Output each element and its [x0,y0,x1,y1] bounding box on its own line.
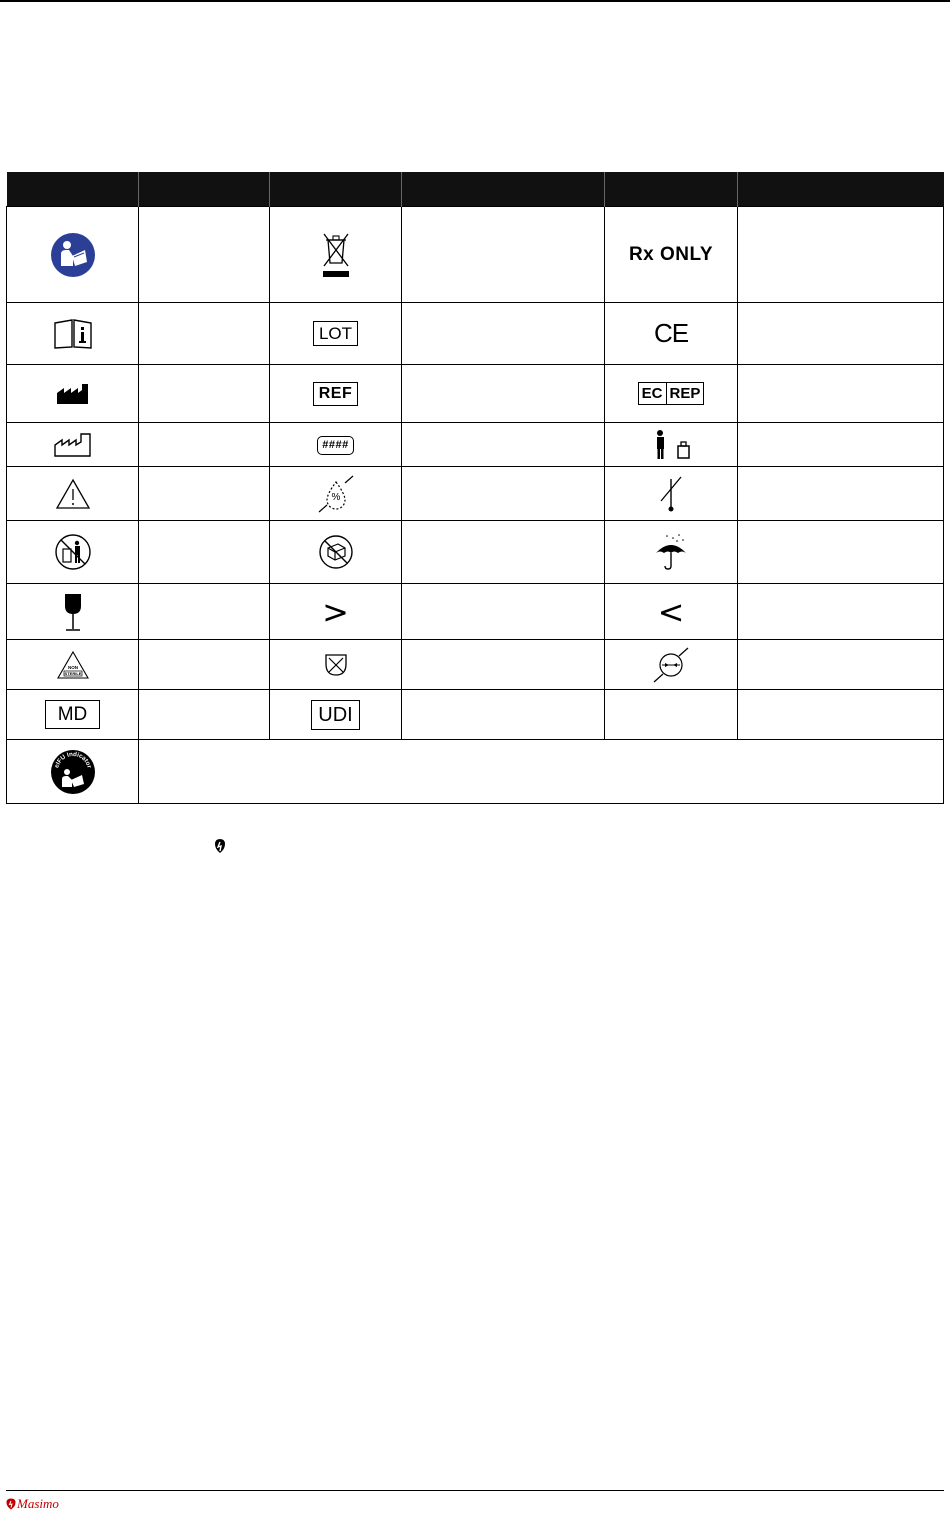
symbol-cell [270,584,402,640]
symbol-cell [605,640,738,690]
symbol-cell [7,584,139,640]
symbol-cell [605,423,738,467]
symbol-cell [7,640,139,690]
table-row [7,467,944,521]
humidity-limitation-icon [315,474,357,514]
table-row [7,521,944,584]
description-cell [139,740,944,804]
description-cell [738,423,944,467]
symbol-cell [7,740,139,804]
udi-symbol: UDI [311,700,359,730]
pressure-limitation-icon [651,646,691,684]
no-latex-icon [318,534,354,570]
table-row [7,303,944,365]
description-cell [738,467,944,521]
header-cell [270,172,402,207]
description-cell [402,584,605,640]
symbol-cell [605,207,738,303]
date-of-manufacture-icon [54,433,92,457]
description-cell [402,640,605,690]
weee-crossed-bin-icon [319,231,353,279]
ec-label: EC [639,383,667,404]
header-cell [402,172,605,207]
symbol-cell [605,584,738,640]
description-cell [139,423,270,467]
lot-symbol: LOT [313,321,358,346]
table-row [7,423,944,467]
rx-only-label: Rx ONLY [628,243,714,265]
symbol-cell [270,521,402,584]
description-cell [402,207,605,303]
ref-symbol: REF [313,382,359,406]
symbol-cell [605,521,738,584]
atmospheric-pressure-icon [323,652,349,678]
description-cell [139,521,270,584]
no-trash-disposal-icon [54,533,92,571]
header-cell [7,172,139,207]
description-cell [738,584,944,640]
description-cell [402,467,605,521]
symbol-cell [7,207,139,303]
header-cell [605,172,738,207]
description-cell [738,640,944,690]
description-cell [738,207,944,303]
table-row [7,584,944,640]
medical-device-symbol: MD [45,700,101,729]
greater-than-symbol: > [322,592,349,631]
ec-rep-symbol [638,382,705,405]
description-cell [402,365,605,423]
symbol-cell [7,423,139,467]
symbol-cell [270,207,402,303]
footer-rule [6,1490,944,1491]
symbol-cell [270,467,402,521]
header-cell [738,172,944,207]
description-cell [139,207,270,303]
rep-label: REP [669,385,701,402]
description-cell [738,690,944,740]
symbol-cell [270,640,402,690]
symbol-cell [7,521,139,584]
manufacturer-icon [56,383,90,405]
eifu-indicator-text: eIFU Indicator [52,750,93,769]
keep-dry-umbrella-icon [653,533,689,571]
caution-triangle-icon [55,478,91,510]
svg-text:NON: NON [67,664,78,670]
less-than-symbol: < [657,592,685,631]
description-cell [139,584,270,640]
symbol-cell [605,365,738,423]
svg-text:STERILE: STERILE [64,670,81,676]
footer-brand-name: Masimo [17,1496,59,1511]
symbol-cell [270,365,402,423]
description-cell [139,467,270,521]
masimo-brand-icon [6,1498,16,1510]
table-row [7,690,944,740]
description-cell [402,521,605,584]
description-cell [738,365,944,423]
symbol-cell [270,423,402,467]
fragile-glass-icon [62,592,84,632]
instructions-booklet-icon [53,319,93,349]
table-row [7,365,944,423]
table-row [7,640,944,690]
symbols-table [6,172,944,804]
consult-instructions-blue-icon [50,232,96,278]
symbol-cell [7,690,139,740]
symbol-cell [605,690,738,740]
symbol-cell [605,303,738,365]
symbol-cell [270,690,402,740]
description-cell [139,690,270,740]
non-sterile-icon [56,650,90,680]
description-cell [139,365,270,423]
svg-text:%: % [331,491,340,503]
description-cell [402,303,605,365]
description-cell [139,303,270,365]
description-cell [738,521,944,584]
symbol-cell [270,303,402,365]
description-cell [738,303,944,365]
temperature-limitation-icon [656,475,686,513]
symbol-cell [7,467,139,521]
serial-number-symbol: #### [317,436,353,455]
header-cell [139,172,270,207]
description-cell [139,640,270,690]
symbol-cell [7,365,139,423]
header-rule [0,0,950,2]
eifu-indicator-icon [50,749,96,795]
table-row [7,207,944,303]
ce-mark: CE [653,318,689,348]
description-cell [402,423,605,467]
footer-brand-logo [6,1496,59,1512]
table-row [7,740,944,804]
symbol-cell [605,467,738,521]
patient-weight-icon [649,430,693,460]
symbol-cell [7,303,139,365]
table-header-row [7,172,944,207]
masimo-logo-icon [214,838,226,854]
description-cell [402,690,605,740]
